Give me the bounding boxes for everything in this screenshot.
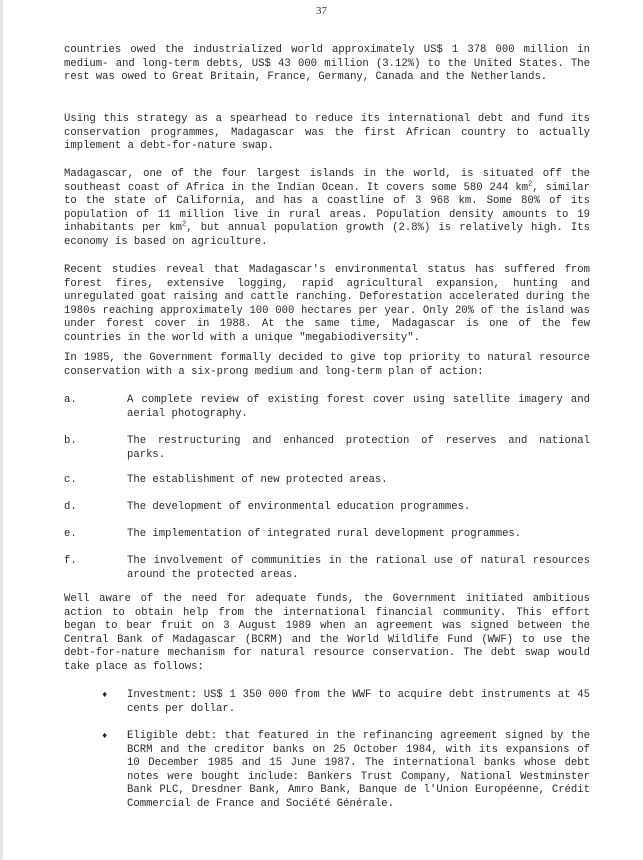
geography-text-b: , similar to the state of California, and has a coastline of 3 968 km. Some 80% of its population of 11 million live in rural areas. Population density amounts to 19 inhabitants per km — [64, 181, 591, 235]
paragraph-debt-totals: countries owed the industrialized world approximately US$ 1 378 000 million in medium- and long-term debts, US$ 43 000 million (3.12%) to the United States. The rest was owed to Great Britain, France, Germany, Canada and the Netherlands. — [64, 44, 590, 84]
swap-bullet — [102, 730, 590, 812]
plan-item-text: A complete review of existing forest cover using satellite imagery and aerial photography. — [127, 394, 590, 420]
paragraph-plan-intro: In 1985, the Government formally decided to give top priority to natural resource conservation with a six-prong medium and long-term plan of action: — [64, 352, 590, 378]
swap-bullet-text: Eligible debt: that featured in the refinancing agreement signed by the BCRM and the creditor banks on 25 October 1984, with its expansions of 10 December 1985 and 15 June 1987. The international banks whose debt notes were bought include: Bankers Trust Company, National Westminster Bank PLC, Dresdner Bank, Amro Bank, Banque de l'Union Européenne, Crédit Commercial de France and Société Générale. — [127, 730, 590, 810]
paragraph-funding: Well aware of the need for adequate funds, the Government initiated ambitious action to obtain help from the international financial community. This effort began to bear fruit on 3 August 1989 when an agreement was signed between the Central Bank of Madagascar (BCRM) and the World Wildlife Fund (WWF) to use the debt-for-nature mechanism for natural resource conservation. The debt swap would take place as follows: — [64, 593, 590, 673]
diamond-bullet-icon: ♦ — [102, 690, 108, 700]
swap-bullet — [102, 689, 590, 716]
geography-text-a: Madagascar, one of the four largest islands in the world, is situated off the southeast coast of Africa in the Indian Ocean. It covers some 580 244 km — [64, 168, 590, 194]
geography-text-c: , but annual population growth (2.8%) is relatively high. Its economy is based on agriculture. — [64, 222, 591, 248]
superscript: 2 — [528, 180, 533, 189]
plan-item-text: The restructuring and enhanced protection of reserves and national parks. — [127, 435, 590, 461]
plan-item-marker: c. — [64, 474, 77, 486]
plan-item-text: The involvement of communities in the rational use of natural resources around the protected areas. — [127, 555, 590, 581]
plan-item-marker: a. — [64, 394, 77, 406]
plan-item-marker: e. — [64, 528, 77, 540]
plan-item-marker: b. — [64, 435, 77, 447]
plan-item-text: The development of environmental education programmes. — [127, 501, 471, 513]
paragraph-geography — [64, 168, 590, 250]
scan-edge — [0, 0, 3, 860]
plan-item-text: The implementation of integrated rural development programmes. — [127, 528, 522, 540]
paragraph-environment: Recent studies reveal that Madagascar's environmental status has suffered from forest fires, extensive logging, rapid agricultural expansion, hunting and unregulated goat raising and cattle ranching. Deforestation accelerated during the 1980s reaching approximately 100 000 hectares per year. Only 20% of the island was under forest cover in 1988. At the same time, Madagascar is one of the few countries in the world with a unique "megabiodiversity". — [64, 264, 590, 344]
plan-item-text: The establishment of new protected areas. — [127, 474, 388, 486]
diamond-bullet-icon: ♦ — [102, 731, 108, 741]
superscript: 2 — [182, 220, 187, 229]
plan-item-marker: d. — [64, 501, 77, 513]
page-number: 37 — [316, 5, 327, 17]
swap-bullet-text: Investment: US$ 1 350 000 from the WWF to acquire debt instruments at 45 cents per dollar. — [127, 689, 590, 715]
paragraph-strategy: Using this strategy as a spearhead to reduce its international debt and fund its conservation programmes, Madagascar was the first African country to actually implement a debt-for-nature swap. — [64, 113, 590, 153]
plan-item-marker: f. — [64, 555, 77, 567]
